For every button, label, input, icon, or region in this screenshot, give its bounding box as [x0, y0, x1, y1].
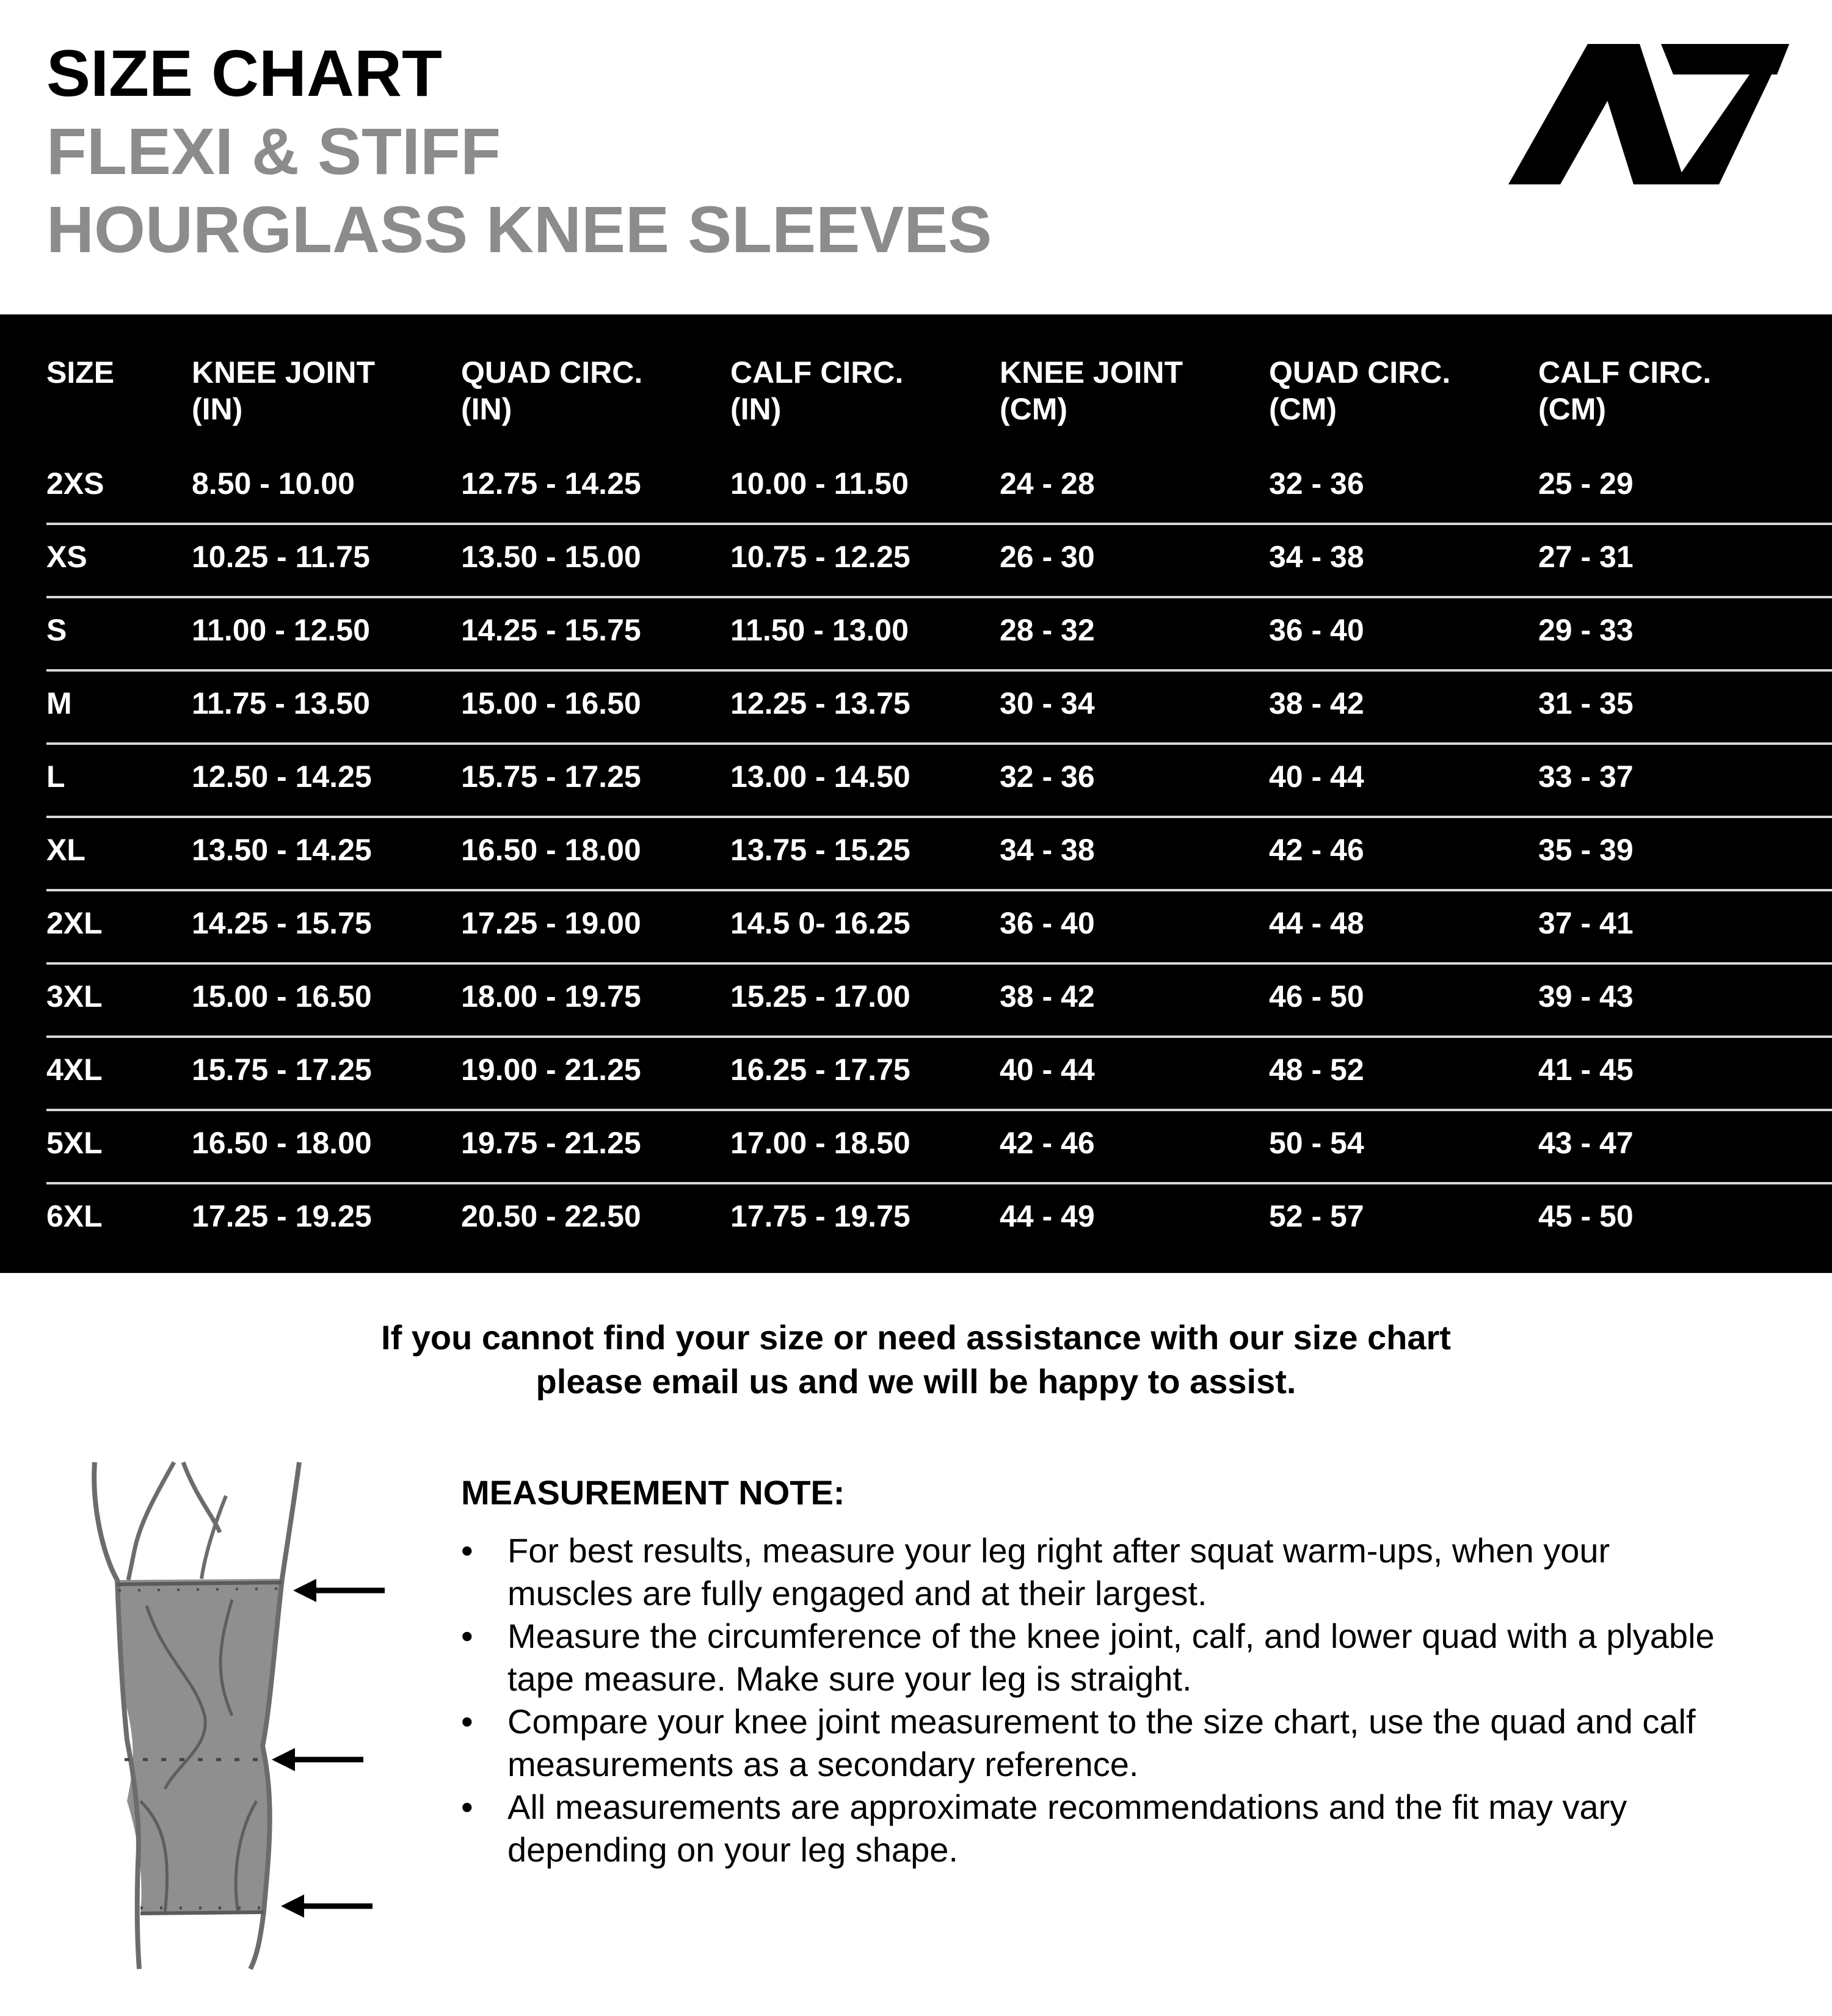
- cell-calf-cm: 43 - 47: [1538, 1126, 1634, 1160]
- cell-quad-in: 18.00 - 19.75: [461, 979, 641, 1013]
- table-row: [0, 452, 1832, 525]
- a7-logo-icon: [1508, 44, 1789, 184]
- measurement-note-list: [461, 1529, 1798, 1871]
- size-table: [0, 314, 1832, 1273]
- note-text-line2: muscles are fully engaged and at their largest.: [507, 1574, 1207, 1612]
- cell-calf-in: 14.5 0- 16.25: [730, 906, 911, 940]
- cell-knee-in: 10.25 - 11.75: [192, 540, 370, 574]
- table-row: [0, 672, 1832, 745]
- note-text-line2: depending on your leg shape.: [507, 1830, 958, 1869]
- cell-calf-cm: 31 - 35: [1538, 686, 1634, 720]
- cell-knee-in: 11.75 - 13.50: [192, 686, 370, 720]
- table-body: [0, 452, 1832, 1258]
- cell-quad-cm: 46 - 50: [1269, 979, 1364, 1013]
- cell-quad-cm: 34 - 38: [1269, 540, 1364, 574]
- cell-quad-cm: 32 - 36: [1269, 466, 1364, 501]
- cell-size: XS: [46, 540, 87, 574]
- column-header-quad-in: QUAD CIRC. (IN): [461, 355, 643, 426]
- bullet-icon: •: [461, 1617, 473, 1655]
- note-text-line1: For best results, measure your leg right after squat warm-ups, when your: [507, 1531, 1610, 1570]
- cell-calf-cm: 41 - 45: [1538, 1053, 1634, 1087]
- list-item: [461, 1700, 1798, 1786]
- cell-quad-cm: 44 - 48: [1269, 906, 1364, 940]
- cell-quad-in: 14.25 - 15.75: [461, 613, 641, 647]
- cell-size: 5XL: [46, 1126, 103, 1160]
- cell-calf-in: 16.25 - 17.75: [730, 1053, 911, 1087]
- note-text-line1: Measure the circumference of the knee joint, calf, and lower quad with a plyable: [507, 1617, 1715, 1655]
- cell-knee-cm: 24 - 28: [1000, 466, 1095, 501]
- column-header-calf-cm: CALF CIRC. (CM): [1538, 355, 1712, 426]
- cell-calf-cm: 27 - 31: [1538, 540, 1634, 574]
- bullet-icon: •: [461, 1702, 473, 1741]
- cell-size: XL: [46, 833, 85, 867]
- table-row: [0, 891, 1832, 965]
- cell-knee-cm: 42 - 46: [1000, 1126, 1095, 1160]
- note-text-line2: measurements as a secondary reference.: [507, 1745, 1139, 1783]
- column-header-quad-cm: QUAD CIRC. (CM): [1269, 355, 1451, 426]
- cell-size: 3XL: [46, 979, 103, 1013]
- cell-calf-cm: 29 - 33: [1538, 613, 1634, 647]
- measurement-note: [461, 1468, 1798, 1871]
- table-row: [0, 598, 1832, 672]
- column-header-calf-in: CALF CIRC. (IN): [730, 355, 904, 426]
- table-header: [0, 354, 1832, 433]
- assistance-line1: If you cannot find your size or need assistance with our size chart: [381, 1318, 1451, 1357]
- cell-size: 4XL: [46, 1053, 103, 1087]
- measurement-note-title: MEASUREMENT NOTE:: [461, 1473, 845, 1512]
- cell-quad-in: 15.75 - 17.25: [461, 760, 641, 794]
- cell-size: 6XL: [46, 1199, 103, 1233]
- cell-calf-in: 10.75 - 12.25: [730, 540, 911, 574]
- page-subtitle-line1: FLEXI & STIFF: [46, 114, 501, 188]
- note-text-line2: tape measure. Make sure your leg is straight.: [507, 1659, 1192, 1698]
- cell-knee-in: 11.00 - 12.50: [192, 613, 370, 647]
- note-text-line1: Compare your knee joint measurement to the size chart, use the quad and calf: [507, 1702, 1696, 1741]
- cell-size: M: [46, 686, 72, 720]
- cell-calf-in: 17.75 - 19.75: [730, 1199, 911, 1233]
- cell-knee-cm: 38 - 42: [1000, 979, 1095, 1013]
- cell-quad-in: 12.75 - 14.25: [461, 466, 641, 501]
- cell-knee-cm: 28 - 32: [1000, 613, 1095, 647]
- cell-quad-cm: 38 - 42: [1269, 686, 1364, 720]
- assistance-text: [0, 1316, 1832, 1404]
- table-row: [0, 1111, 1832, 1184]
- cell-knee-in: 16.50 - 18.00: [192, 1126, 372, 1160]
- bullet-icon: •: [461, 1531, 473, 1570]
- cell-calf-cm: 33 - 37: [1538, 760, 1634, 794]
- cell-knee-cm: 44 - 49: [1000, 1199, 1095, 1233]
- cell-knee-in: 12.50 - 14.25: [192, 760, 372, 794]
- cell-calf-in: 10.00 - 11.50: [730, 466, 909, 501]
- bullet-icon: •: [461, 1788, 473, 1826]
- cell-calf-in: 15.25 - 17.00: [730, 979, 911, 1013]
- cell-calf-cm: 25 - 29: [1538, 466, 1634, 501]
- cell-knee-in: 14.25 - 15.75: [192, 906, 372, 940]
- cell-knee-cm: 26 - 30: [1000, 540, 1095, 574]
- column-header-knee-cm: KNEE JOINT (CM): [1000, 355, 1183, 426]
- note-text-line1: All measurements are approximate recommendations and the fit may vary: [507, 1788, 1627, 1826]
- cell-quad-cm: 52 - 57: [1269, 1199, 1364, 1233]
- cell-calf-in: 13.75 - 15.25: [730, 833, 911, 867]
- cell-quad-cm: 40 - 44: [1269, 760, 1364, 794]
- page-subtitle-line2: HOURGLASS KNEE SLEEVES: [46, 192, 992, 266]
- cell-calf-in: 12.25 - 13.75: [730, 686, 911, 720]
- cell-knee-cm: 32 - 36: [1000, 760, 1095, 794]
- assistance-line2: please email us and we will be happy to assist.: [536, 1362, 1296, 1401]
- cell-size: 2XL: [46, 906, 103, 940]
- cell-knee-cm: 36 - 40: [1000, 906, 1095, 940]
- cell-size: S: [46, 613, 67, 647]
- table-row: [0, 1038, 1832, 1111]
- leg-measurement-icon: [73, 1459, 403, 1972]
- cell-calf-cm: 45 - 50: [1538, 1199, 1634, 1233]
- cell-knee-in: 8.50 - 10.00: [192, 466, 355, 501]
- list-item: [461, 1786, 1798, 1871]
- cell-knee-in: 15.00 - 16.50: [192, 979, 372, 1013]
- cell-calf-cm: 35 - 39: [1538, 833, 1634, 867]
- table-row: [0, 965, 1832, 1038]
- cell-quad-in: 15.00 - 16.50: [461, 686, 641, 720]
- cell-quad-in: 19.75 - 21.25: [461, 1126, 641, 1160]
- cell-quad-in: 20.50 - 22.50: [461, 1199, 641, 1233]
- cell-calf-cm: 37 - 41: [1538, 906, 1634, 940]
- cell-calf-in: 13.00 - 14.50: [730, 760, 911, 794]
- cell-knee-cm: 40 - 44: [1000, 1053, 1095, 1087]
- cell-quad-in: 13.50 - 15.00: [461, 540, 641, 574]
- table-row: [0, 818, 1832, 891]
- cell-size: 2XS: [46, 466, 104, 501]
- cell-size: L: [46, 760, 65, 794]
- cell-knee-in: 15.75 - 17.25: [192, 1053, 372, 1087]
- cell-calf-cm: 39 - 43: [1538, 979, 1634, 1013]
- cell-quad-cm: 36 - 40: [1269, 613, 1364, 647]
- column-header-size: SIZE: [46, 355, 115, 390]
- table-row: [0, 525, 1832, 598]
- column-header-knee-in: KNEE JOINT (IN): [192, 355, 376, 426]
- cell-knee-in: 13.50 - 14.25: [192, 833, 372, 867]
- cell-quad-cm: 42 - 46: [1269, 833, 1364, 867]
- cell-knee-cm: 30 - 34: [1000, 686, 1095, 720]
- cell-quad-cm: 50 - 54: [1269, 1126, 1364, 1160]
- cell-knee-cm: 34 - 38: [1000, 833, 1095, 867]
- cell-calf-in: 17.00 - 18.50: [730, 1126, 911, 1160]
- cell-quad-cm: 48 - 52: [1269, 1053, 1364, 1087]
- cell-calf-in: 11.50 - 13.00: [730, 613, 909, 647]
- cell-quad-in: 17.25 - 19.00: [461, 906, 641, 940]
- title-block: [46, 34, 992, 269]
- list-item: [461, 1529, 1798, 1615]
- cell-quad-in: 19.00 - 21.25: [461, 1053, 641, 1087]
- table-row: [0, 745, 1832, 818]
- table-row: [0, 1184, 1832, 1258]
- cell-knee-in: 17.25 - 19.25: [192, 1199, 372, 1233]
- list-item: [461, 1615, 1798, 1700]
- page-title: SIZE CHART: [46, 36, 442, 110]
- cell-quad-in: 16.50 - 18.00: [461, 833, 641, 867]
